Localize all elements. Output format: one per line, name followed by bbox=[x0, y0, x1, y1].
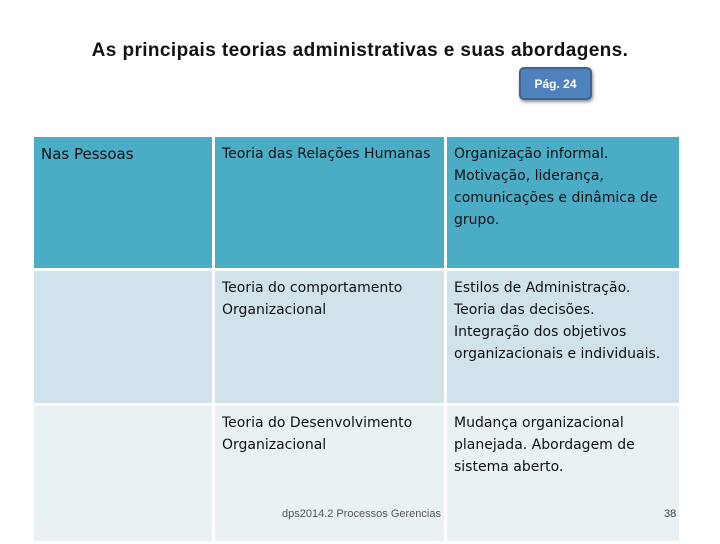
category-cell: Nas Pessoas bbox=[33, 136, 214, 270]
slide-title: As principais teorias administrativas e suas abordagens. bbox=[91, 40, 629, 61]
table-row bbox=[33, 270, 681, 405]
page-number: 38 bbox=[664, 508, 677, 520]
emphasis-cell: Organização informal. Motivação, liderança, comunicações e dinâmica de grupo. bbox=[446, 136, 681, 270]
emphasis-cell: Mudança organizacional planejada. Abordagem de sistema aberto. bbox=[446, 405, 681, 543]
theory-cell: Teoria do Desenvolvimento Organizacional bbox=[214, 405, 446, 543]
theories-table bbox=[31, 134, 682, 544]
theory-cell: Teoria do comportamento Organizacional bbox=[214, 270, 446, 405]
table-row bbox=[33, 405, 681, 543]
emphasis-cell: Estilos de Administração. Teoria das decisões. Integração dos objetivos organizacionais e individuais. bbox=[446, 270, 681, 405]
category-cell bbox=[33, 270, 214, 405]
theory-cell: Teoria das Relações Humanas bbox=[214, 136, 446, 270]
table-row bbox=[33, 136, 681, 270]
footer-text: dps2014.2 Processos Gerencias bbox=[282, 508, 441, 520]
category-cell bbox=[33, 405, 214, 543]
page-reference-badge[interactable]: Pág. 24 bbox=[519, 67, 592, 100]
